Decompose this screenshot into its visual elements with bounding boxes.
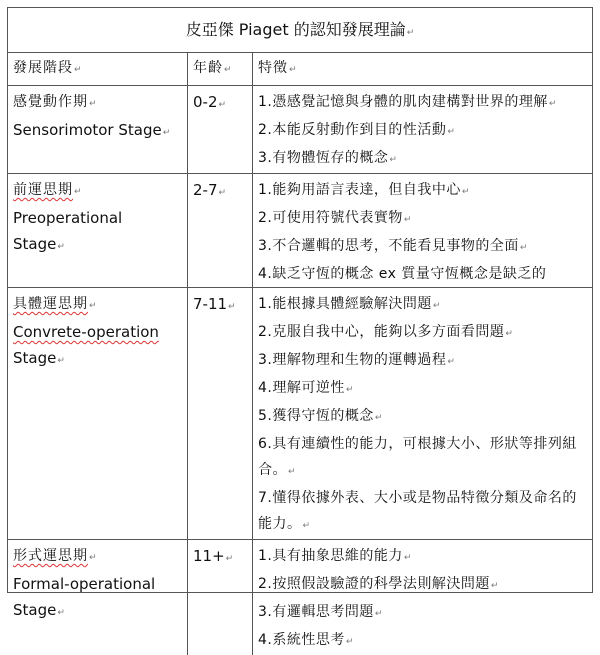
document-page	[7, 7, 593, 593]
stage-zh: 感覺動作期	[13, 94, 88, 110]
feature-item: 3.理解物理和生物的運轉過程↵	[258, 347, 588, 375]
stage-zh: 具體運思期	[13, 296, 88, 312]
feature-item: 3.有物體恆存的概念↵	[258, 145, 588, 173]
feature-item: 1.能夠用語言表達，但自我中心↵	[258, 177, 588, 205]
feature-item: 2.按照假設驗證的科學法則解決問題↵	[258, 571, 588, 599]
stage-en: Convrete-operation	[13, 323, 159, 341]
feature-item: 4.理解可逆性↵	[258, 375, 588, 403]
stage-cell: 感覺動作期↵ Sensorimotor Stage↵	[8, 86, 188, 174]
feature-item: 4.缺乏守恆的概念 ex 質量守恆概念是缺乏的	[258, 261, 588, 287]
table-row	[8, 174, 592, 288]
feature-item: 3.不合邏輯的思考，不能看見事物的全面↵	[258, 233, 588, 261]
age-cell: 2-7↵	[188, 174, 253, 288]
feature-item: 2.本能反射動作到目的性活動↵	[258, 117, 588, 145]
stage-en: Sensorimotor Stage	[13, 121, 162, 139]
table-row	[8, 540, 592, 655]
paragraph-mark: ↵	[407, 28, 415, 38]
document-title	[8, 8, 592, 53]
feature-item: 2.克服自我中心，能夠以多方面看問題↵	[258, 319, 588, 347]
stage-en: Stage	[13, 349, 56, 367]
feature-item: 3.有邏輯思考問題↵	[258, 599, 588, 627]
age-cell: 0-2↵	[188, 86, 253, 174]
feature-item: 6.具有連續性的能力，可根據大小、形狀等排列組合。↵	[258, 431, 588, 485]
stage-zh: 前運思期	[13, 182, 73, 198]
age-cell: 11+↵	[188, 540, 253, 655]
feature-item: 1.能根據具體經驗解決問題↵	[258, 291, 588, 319]
features-cell	[253, 540, 593, 655]
table-row	[8, 288, 592, 540]
stage-en: Formal-operational	[13, 571, 183, 597]
stage-en: Stage	[13, 235, 56, 253]
table-row	[8, 86, 592, 174]
stage-en: Stage	[13, 601, 56, 619]
feature-item: 1.具有抽象思維的能力↵	[258, 543, 588, 571]
feature-item: 5.獲得守恆的概念↵	[258, 403, 588, 431]
header-row	[8, 53, 592, 86]
age-cell: 7-11↵	[188, 288, 253, 540]
header-age: 年齡↵	[188, 53, 253, 86]
header-features: 特徵↵	[253, 53, 593, 86]
stage-cell: 形式運思期↵ Formal-operational Stage↵	[8, 540, 188, 655]
features-cell	[253, 86, 593, 174]
stage-en: Preoperational	[13, 205, 183, 231]
feature-item: 7.懂得依據外表、大小或是物品特徵分類及命名的能力。↵	[258, 485, 588, 539]
feature-item: 4.系統性思考↵	[258, 627, 588, 655]
feature-item: 1.憑感覺記憶與身體的肌肉建構對世界的理解↵	[258, 89, 588, 117]
stage-zh: 形式運思期	[13, 548, 88, 564]
header-stage: 發展階段↵	[8, 53, 188, 86]
stage-cell: 前運思期↵ Preoperational Stage↵	[8, 174, 188, 288]
features-cell	[253, 288, 593, 540]
features-cell	[253, 174, 593, 288]
stages-table	[8, 53, 592, 655]
title-text: 皮亞傑 Piaget 的認知發展理論	[186, 20, 406, 39]
stage-cell: 具體運思期↵ Convrete-operation Stage↵	[8, 288, 188, 540]
feature-item: 2.可使用符號代表實物↵	[258, 205, 588, 233]
